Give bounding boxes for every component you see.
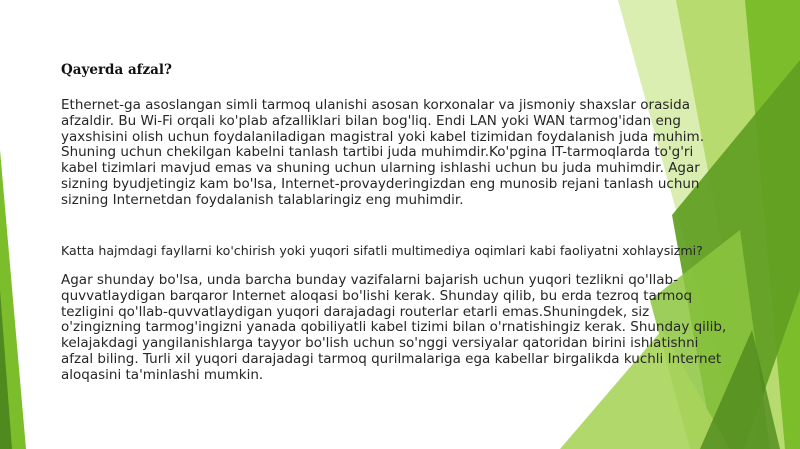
question-text: Katta hajmdagi fayllarni ko'chirish yoki yuqori sifatli multimediya oqimlari kabi faoliyatni xohlaysizmi? — [61, 243, 703, 258]
body-paragraph-2: Agar shunday bo'lsa, unda barcha bunday vazifalarni bajarish uchun yuqori tezlikni qo'llab-quvvatlaydigan barqaror Internet aloqasi bo'lishi kerak. Shunday qilib, bu erda tezroq tarmoq tezligini qo'llab-quvvatlaydigan yuqori darajadagi routerlar etarli emas.Shuningdek, siz o'zingizning tarmog'ingizni yanada qobiliyatli kabel tizimi bilan o'rnatishingiz kerak. Shunday qilib, kelajakdagi yangilanishlarga tayyor bo'lish uchun so'nggi versiyalar qatoridan birini ishlatishni afzal biling. Turli xil yuqori darajadagi tarmoq qurilmalariga ega kabellar birgalikda kuchli Internet aloqasini ta'minlashi mumkin. — [61, 272, 727, 383]
body-paragraph-1: Ethernet-ga asoslangan simli tarmoq ulanishi asosan korxonalar va jismoniy shaxslar orasida afzaldir. Bu Wi-Fi orqali ko'plab afzalliklari bilan bog'liq. Endi LAN yoki WAN tarmog'idan eng yaxshisini olish uchun foydalaniladigan magistral yoki kabel tizimidan foydalanish juda muhim. Shuning uchun chekilgan kabelni tanlash tartibi juda muhimdir.Ko'pgina IT-tarmoqlarda to'g'ri kabel tizimlari mavjud emas va shuning uchun ularning ishlashi uchun bu juda muhimdir. Agar sizning byudjetingiz kam bo'lsa, Internet-provayderingizdan eng munosib rejani tanlash uchun sizning Internetdan foydalanish talablaringiz eng muhimdir. — [61, 97, 704, 208]
slide-heading: Qayerda afzal? — [61, 62, 172, 78]
